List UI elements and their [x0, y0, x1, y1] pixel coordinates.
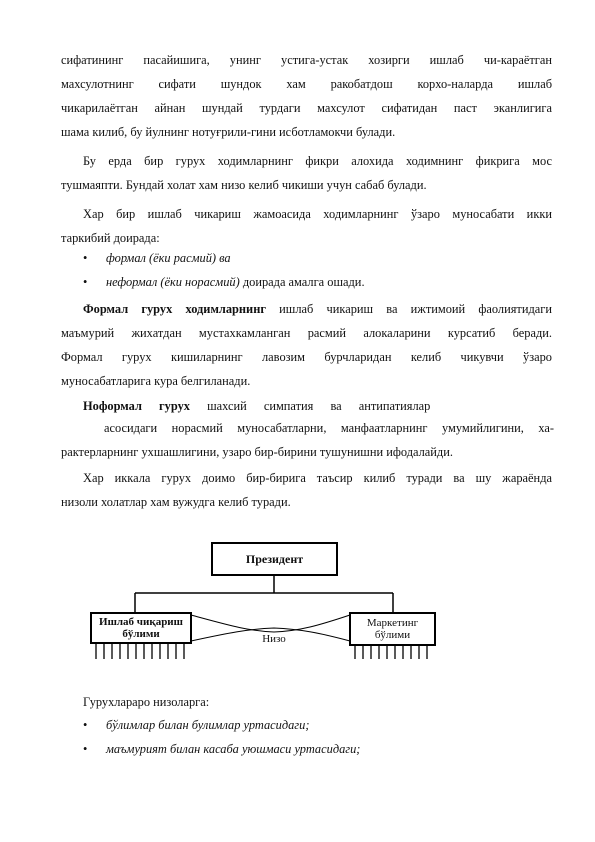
text-line: низоли холатлар хам вужудга келиб туради.: [61, 495, 291, 509]
text-line: таркибий доирада:: [61, 231, 160, 245]
text-line: шама килиб, бу йулнинг нотуғрили-гини исботламокчи булади.: [61, 125, 396, 139]
text-run: ишлаб чикариш ва ижтимоий фаолиятидаги: [265, 302, 552, 316]
list-item-italic: неформал (ёки норасмий): [106, 275, 240, 289]
conflict-shape-top: [191, 615, 350, 632]
text-line: [61, 297, 552, 321]
bullet-marker: •: [83, 251, 88, 265]
conflict-label: Низо: [254, 633, 294, 645]
list-item-rest: доирада амалга ошади.: [239, 275, 365, 289]
text-line: маъмурий жихатдан мустахкамланган расмий алокаларини курсатиб беради.: [61, 326, 552, 340]
text-line: муносабатларига кура белгиланади.: [61, 374, 251, 388]
label-line: Ишлаб чиқариш: [99, 616, 183, 628]
label-line: Маркетинг: [366, 617, 419, 629]
text-line: чикарилаётган айнан шундай турдаги махсулот сифатидан паст эканлигига: [61, 101, 552, 115]
text-line: Формал гурух кишиларнинг лавозим бурчларидан келиб чикувчи ўзаро: [61, 350, 552, 364]
text-line: асосидаги норасмий муносабатларни, манфаатларнинг умумийлигини, ха-: [104, 421, 554, 435]
label-line: бўлими: [374, 629, 411, 641]
bullet-marker: •: [83, 275, 88, 289]
president-label: Президент: [245, 552, 304, 566]
bold-term: Формал гурух ходимларнинг: [83, 302, 266, 316]
text-line: рактерларнинг ухшашлигини, узаро бир-бирини тушунишни ифодалайди.: [61, 445, 453, 459]
label-line: бўлими: [122, 628, 160, 640]
left-staff-ticks: [96, 643, 184, 659]
bullet-marker: •: [83, 742, 88, 756]
text-line: Бу ерда бир гурух ходимларнинг фикри алохида ходимнинг фикрига мос: [83, 154, 552, 168]
list-item-text: бўлимлар билан булимлар уртасидаги;: [106, 718, 310, 732]
marketing-dept-label: [350, 617, 435, 641]
text-line: [61, 394, 552, 418]
text-line: Гурухлараро низоларга:: [83, 695, 210, 709]
text-line: сифатининг пасайишига, унинг устига-устак хозирги ишлаб чи-караётган: [61, 53, 552, 67]
list-item-text: маъмурият билан касаба уюшмаси уртасидаги;: [106, 742, 361, 756]
text-line: тушмаяпти. Бундай холат хам низо келиб чикиши учун сабаб булади.: [61, 178, 427, 192]
production-dept-label: [91, 616, 191, 640]
list-item-text: [106, 272, 365, 292]
text-line: махсулотнинг сифати шундок хам ракобатдош корхо-наларда ишлаб: [61, 77, 552, 91]
conflict-diagram: [88, 535, 438, 685]
text-line: Хар бир ишлаб чикариш жамоасида ходимларнинг ўзаро муносабати икки: [83, 207, 552, 221]
text-run: шахсий симпатия ва антипатиялар: [207, 399, 431, 413]
text-line: Хар иккала гурух доимо бир-бирига таъсир килиб туради ва шу жараёнда: [83, 471, 552, 485]
list-item-text: формал (ёки расмий) ва: [106, 251, 231, 265]
bold-term: Нoформал гурух: [83, 399, 190, 413]
right-staff-ticks: [355, 645, 427, 659]
bullet-marker: •: [83, 718, 88, 732]
